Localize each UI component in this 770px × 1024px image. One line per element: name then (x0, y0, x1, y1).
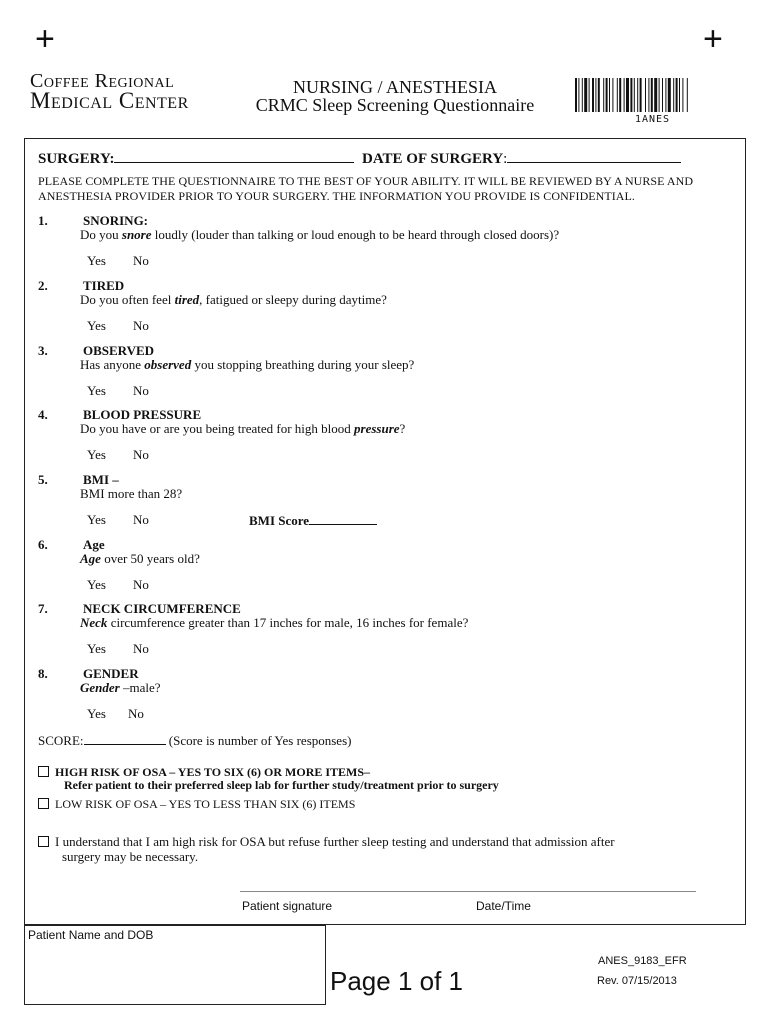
barcode-bar (634, 78, 635, 112)
revision-date: Rev. 07/15/2013 (597, 975, 677, 987)
surgery-input[interactable] (114, 148, 354, 163)
low-risk-label: LOW RISK OF OSA – YES TO LESS THAN SIX (6) ITEMS (55, 797, 356, 811)
date-time-label: Date/Time (476, 899, 531, 913)
barcode-bar (630, 78, 632, 112)
page-number: Page 1 of 1 (330, 966, 463, 996)
question-text (80, 227, 559, 243)
barcode-bar (592, 78, 594, 112)
score-note: (Score is number of Yes responses) (168, 733, 352, 748)
logo-line-1: Coffee Regional (30, 70, 175, 92)
question-heading: NECK CIRCUMFERENCE (83, 601, 241, 616)
surgery-field (38, 148, 354, 168)
question-text-post: you stopping breathing during your sleep? (191, 357, 415, 372)
barcode-bar (589, 78, 590, 112)
date-colon: : (503, 151, 508, 167)
barcode-bar (609, 78, 610, 112)
question-text-pre: BMI more than 28? (80, 486, 183, 501)
question-text-post: circumference greater than 17 inches for male, 16 inches for female? (107, 615, 469, 630)
barcode-bar (648, 78, 649, 112)
question-text (80, 615, 468, 631)
question-heading: TIRED (83, 278, 125, 293)
barcode-bar (687, 78, 688, 112)
question-number: 6. (38, 537, 48, 552)
bmi-score-label: BMI Score (249, 513, 310, 528)
question-text-post: –male? (119, 680, 161, 695)
question-heading: SNORING: (83, 213, 149, 228)
answer-no[interactable]: No (133, 447, 149, 462)
barcode-bar (682, 78, 683, 112)
patient-signature-label: Patient signature (242, 899, 333, 913)
question-text-post: over 50 years old? (100, 551, 200, 566)
question-heading: BMI – (83, 472, 119, 487)
barcode-bar (673, 78, 674, 112)
registration-mark-right: + (703, 20, 723, 58)
date-of-surgery-input[interactable] (507, 148, 681, 163)
barcode-bar (626, 78, 629, 112)
question-number: 3. (38, 343, 48, 358)
answer-no[interactable]: No (133, 318, 149, 333)
question-number: 4. (38, 407, 48, 422)
question-text (80, 486, 182, 502)
question-text-pre: Do you often feel (80, 292, 175, 307)
barcode-bar (617, 78, 618, 112)
question-text-post: , fatigued or sleepy during daytime? (199, 292, 387, 307)
high-risk-referral: Refer patient to their preferred sleep lab for further study/treatment prior to surgery (64, 778, 499, 792)
barcode-bar (654, 78, 657, 112)
question-heading: Age (83, 537, 105, 552)
barcode-bar (645, 78, 646, 112)
answer-yes[interactable]: Yes (87, 512, 106, 527)
answer-yes[interactable]: Yes (87, 253, 106, 268)
barcode-bar (595, 78, 596, 112)
question-text-pre: Do you have or are you being treated for high blood (80, 421, 355, 436)
answer-no[interactable]: No (133, 253, 149, 268)
answer-no[interactable]: No (133, 383, 149, 398)
question-number: 2. (38, 278, 48, 293)
patient-name-dob-label: Patient Name and DOB (28, 928, 154, 942)
barcode-text: 1ANES (634, 114, 671, 125)
question-text-emphasis: Gender (80, 680, 120, 695)
question-heading: OBSERVED (83, 343, 155, 358)
answer-yes[interactable]: Yes (87, 641, 106, 656)
logo-line-2: Medical Center (30, 88, 189, 113)
low-risk-checkbox[interactable] (38, 798, 49, 809)
question-number: 5. (38, 472, 48, 487)
score-label: SCORE: (38, 733, 84, 748)
signature-line[interactable] (240, 891, 696, 892)
question-text-post: loudly (louder than talking or loud enough to be heard through closed doors)? (151, 227, 560, 242)
question-text (80, 680, 161, 696)
barcode-bar (584, 78, 587, 112)
question-text-emphasis: tired (174, 292, 200, 307)
question-text-pre: Do you (80, 227, 122, 242)
barcode-bar (624, 78, 625, 112)
refuse-testing-label: I understand that I am high risk for OSA but refuse further sleep testing and understand that admission after (55, 834, 615, 849)
barcode (575, 78, 730, 112)
date-of-surgery-field (362, 148, 681, 168)
barcode-bar (598, 78, 600, 112)
barcode-bar (640, 78, 642, 112)
instructions: PLEASE COMPLETE THE QUESTIONNAIRE TO THE BEST OF YOUR ABILITY. IT WILL BE REVIEWED BY A NURSE AND ANESTHESIA PROVIDER PRIOR TO YOUR SURGERY. THE INFORMATION YOU PROVIDE IS CONFIDENTIAL. (38, 174, 694, 203)
question-text (80, 292, 387, 308)
form-title: CRMC Sleep Screening Questionnaire (255, 95, 535, 115)
question-text (80, 357, 414, 373)
form-department-title: NURSING / ANESTHESIA (292, 77, 497, 97)
question-number: 1. (38, 213, 48, 228)
question-text-emphasis: observed (144, 357, 192, 372)
barcode-bar (668, 78, 671, 112)
barcode-bar (578, 78, 579, 112)
answer-yes[interactable]: Yes (87, 383, 106, 398)
barcode-bar (659, 78, 660, 112)
question-number: 7. (38, 601, 48, 616)
high-risk-checkbox[interactable] (38, 766, 49, 777)
low-risk-option (38, 797, 355, 812)
barcode-bar (679, 78, 680, 112)
registration-mark-left: + (35, 20, 55, 58)
form-id: ANES_9183_EFR (598, 955, 687, 967)
bmi-score-field (249, 512, 377, 529)
barcode-bar (582, 78, 583, 112)
barcode-bar (603, 78, 604, 112)
score-field (38, 732, 351, 749)
answer-no[interactable]: No (133, 577, 149, 592)
question-heading: GENDER (83, 666, 139, 681)
surgery-label: SURGERY: (38, 151, 115, 167)
answer-no[interactable]: No (133, 512, 149, 527)
question-text-emphasis: pressure (354, 421, 400, 436)
bmi-score-input[interactable] (309, 512, 377, 525)
answer-yes[interactable]: Yes (87, 447, 106, 462)
refuse-testing-checkbox[interactable] (38, 836, 49, 847)
refuse-testing-label-cont: surgery may be necessary. (62, 849, 199, 864)
question-text-emphasis: Age (80, 551, 101, 566)
question-text-pre: Has anyone (80, 357, 145, 372)
answer-yes[interactable]: Yes (87, 706, 106, 721)
barcode-bar (665, 78, 666, 112)
barcode-bar (619, 78, 621, 112)
barcode-bar (662, 78, 663, 112)
question-number: 8. (38, 666, 48, 681)
score-input[interactable] (84, 732, 166, 745)
answer-no[interactable]: No (133, 641, 149, 656)
question-heading: BLOOD PRESSURE (83, 407, 202, 422)
barcode-bar (606, 78, 608, 112)
question-text-emphasis: snore (121, 227, 152, 242)
date-of-surgery-label: DATE OF SURGERY (362, 151, 504, 167)
answer-no[interactable]: No (128, 706, 144, 721)
question-text (80, 421, 405, 437)
barcode-bar (612, 78, 613, 112)
high-risk-label: HIGH RISK OF OSA – YES TO SIX (6) OR MORE ITEMS– (55, 765, 371, 779)
barcode-bar (637, 78, 638, 112)
answer-yes[interactable]: Yes (87, 577, 106, 592)
barcode-bar (651, 78, 653, 112)
refuse-testing-option (38, 834, 615, 850)
question-text-post: ? (399, 421, 406, 436)
question-text (80, 551, 200, 567)
barcode-bar (676, 78, 678, 112)
answer-yes[interactable]: Yes (87, 318, 106, 333)
question-text-emphasis: Neck (80, 615, 108, 630)
barcode-bar (575, 78, 577, 112)
